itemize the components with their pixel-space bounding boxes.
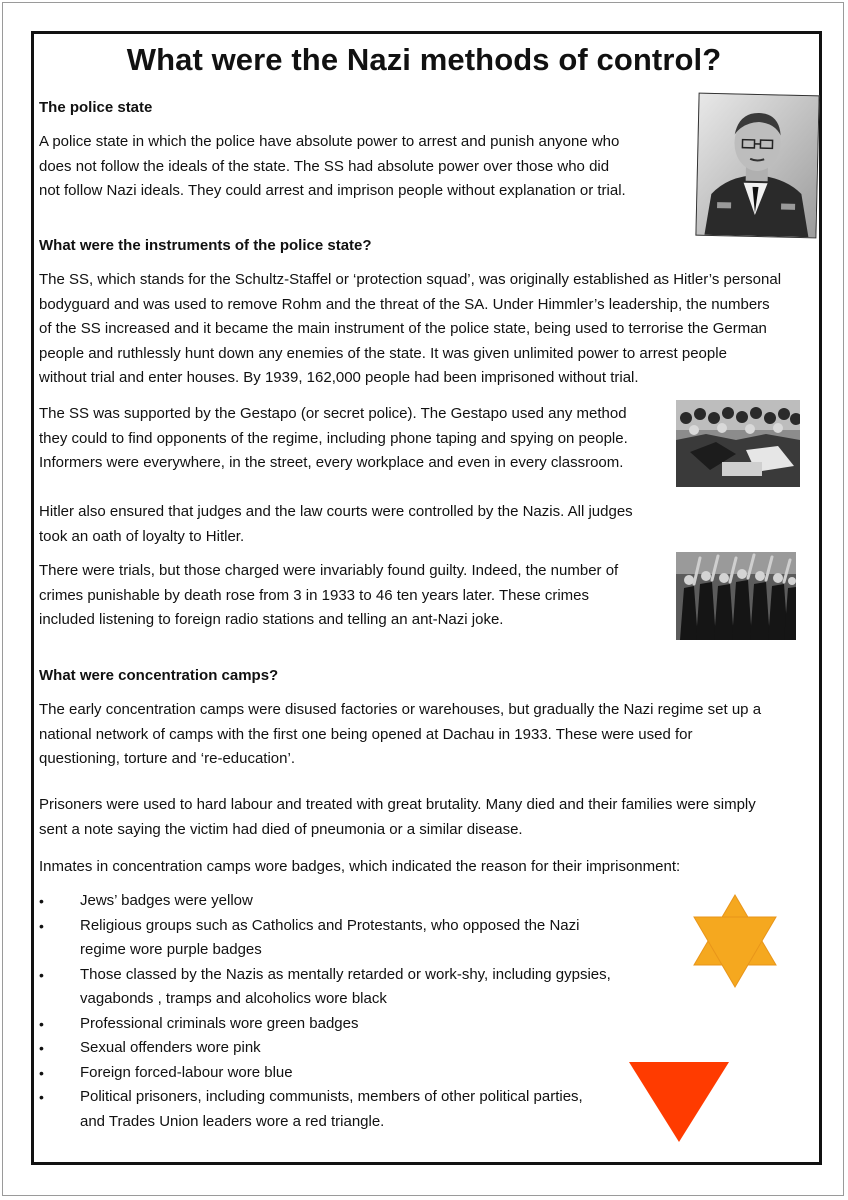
list-item: • Professional criminals wore green badges	[38, 1012, 638, 1037]
bullet-icon: •	[39, 1064, 44, 1081]
bullet-icon: •	[39, 893, 44, 909]
paragraph-ss: The SS, which stands for the Schultz-Staffel or ‘protection squad’, was originally established as Hitler’s personal bodyguard and was used to remove Rohm and the threat of the SA. Under Himmler’s leadership, the numbers of the SS increased and it became the main instrument of the police state, being used to terrorise the German people and ruthlessly hunt down any enemies of the state. It was given unlimited power to arrest people without trial and enter houses. By 1939, 162,000 people had been imprisoned without trial.	[39, 271, 782, 386]
paragraph-gestapo: The SS was supported by the Gestapo (or secret police). The Gestapo used any method they could to find opponents of the regime, including phone taping and spying on people. Informers were everywhere, in the street, every workplace and even in every classroom.	[39, 405, 628, 471]
paragraph-early-camps: The early concentration camps were disused factories or warehouses, but gradually the Nazi regime set up a national network of camps with the first one being opened at Dachau in 1933. These were used for questioning, torture and ‘re-education’.	[39, 701, 762, 767]
portrait-image	[696, 94, 818, 238]
judges-photo	[676, 552, 796, 640]
badge-list	[38, 889, 638, 1134]
heading-camps: What were concentration camps?	[39, 667, 279, 684]
heading-instruments: What were the instruments of the police state?	[39, 237, 372, 254]
page-title: What were the Nazi methods of control?	[126, 42, 722, 77]
star-of-david-icon	[690, 893, 780, 989]
list-item: • Jews’ badges were yellow	[38, 889, 638, 914]
paragraph-prisoners: Prisoners were used to hard labour and treated with great brutality. Many died and their families were simply sent a note saying the victim had died of pneumonia or a similar disease.	[39, 796, 756, 838]
paragraph-judges: Hitler also ensured that judges and the law courts were controlled by the Nazis. All judges took an oath of loyalty to Hitler.	[39, 503, 633, 545]
list-item: • Sexual offenders wore pink	[38, 1036, 638, 1061]
paragraph-trials: There were trials, but those charged were invariably found guilty. Indeed, the number of crimes punishable by death rose from 3 in 1933 to 46 ten years later. These crimes included listening to foreign radio stations and telling an ant-Nazi joke.	[39, 562, 619, 628]
bullet-icon: •	[39, 1089, 44, 1105]
red-triangle-icon	[628, 1061, 730, 1143]
gestapo-photo	[676, 400, 800, 487]
list-item: • Foreign forced-labour wore blue	[38, 1061, 638, 1086]
bullet-icon: •	[39, 1015, 44, 1032]
list-item: • Political prisoners, including communists, members of other political parties, and Trades Union leaders wore a red triangle.	[38, 1085, 638, 1134]
paragraph-badges-intro: Inmates in concentration camps wore badges, which indicated the reason for their imprisonment:	[39, 858, 681, 875]
bullet-icon: •	[39, 917, 44, 934]
heading-police-state: The police state	[39, 99, 153, 116]
paragraph-police-state: A police state in which the police have absolute power to arrest and punish anyone who does not follow the ideals of the state. The SS had absolute power over those who did not follow Nazi ideals. They could arrest and imprison people without explanation or trial.	[39, 133, 626, 199]
list-item: • Religious groups such as Catholics and Protestants, who opposed the Nazi regime wore purple badges	[38, 914, 638, 963]
portrait-photo	[695, 93, 819, 239]
bullet-icon: •	[39, 1040, 44, 1056]
judges-image	[676, 552, 796, 640]
red-triangle-shape	[629, 1062, 729, 1142]
list-item: • Those classed by the Nazis as mentally retarded or work-shy, including gypsies, vagabonds , tramps and alcoholics wore black	[38, 963, 638, 1012]
gestapo-image	[676, 400, 800, 487]
bullet-icon: •	[39, 966, 44, 983]
